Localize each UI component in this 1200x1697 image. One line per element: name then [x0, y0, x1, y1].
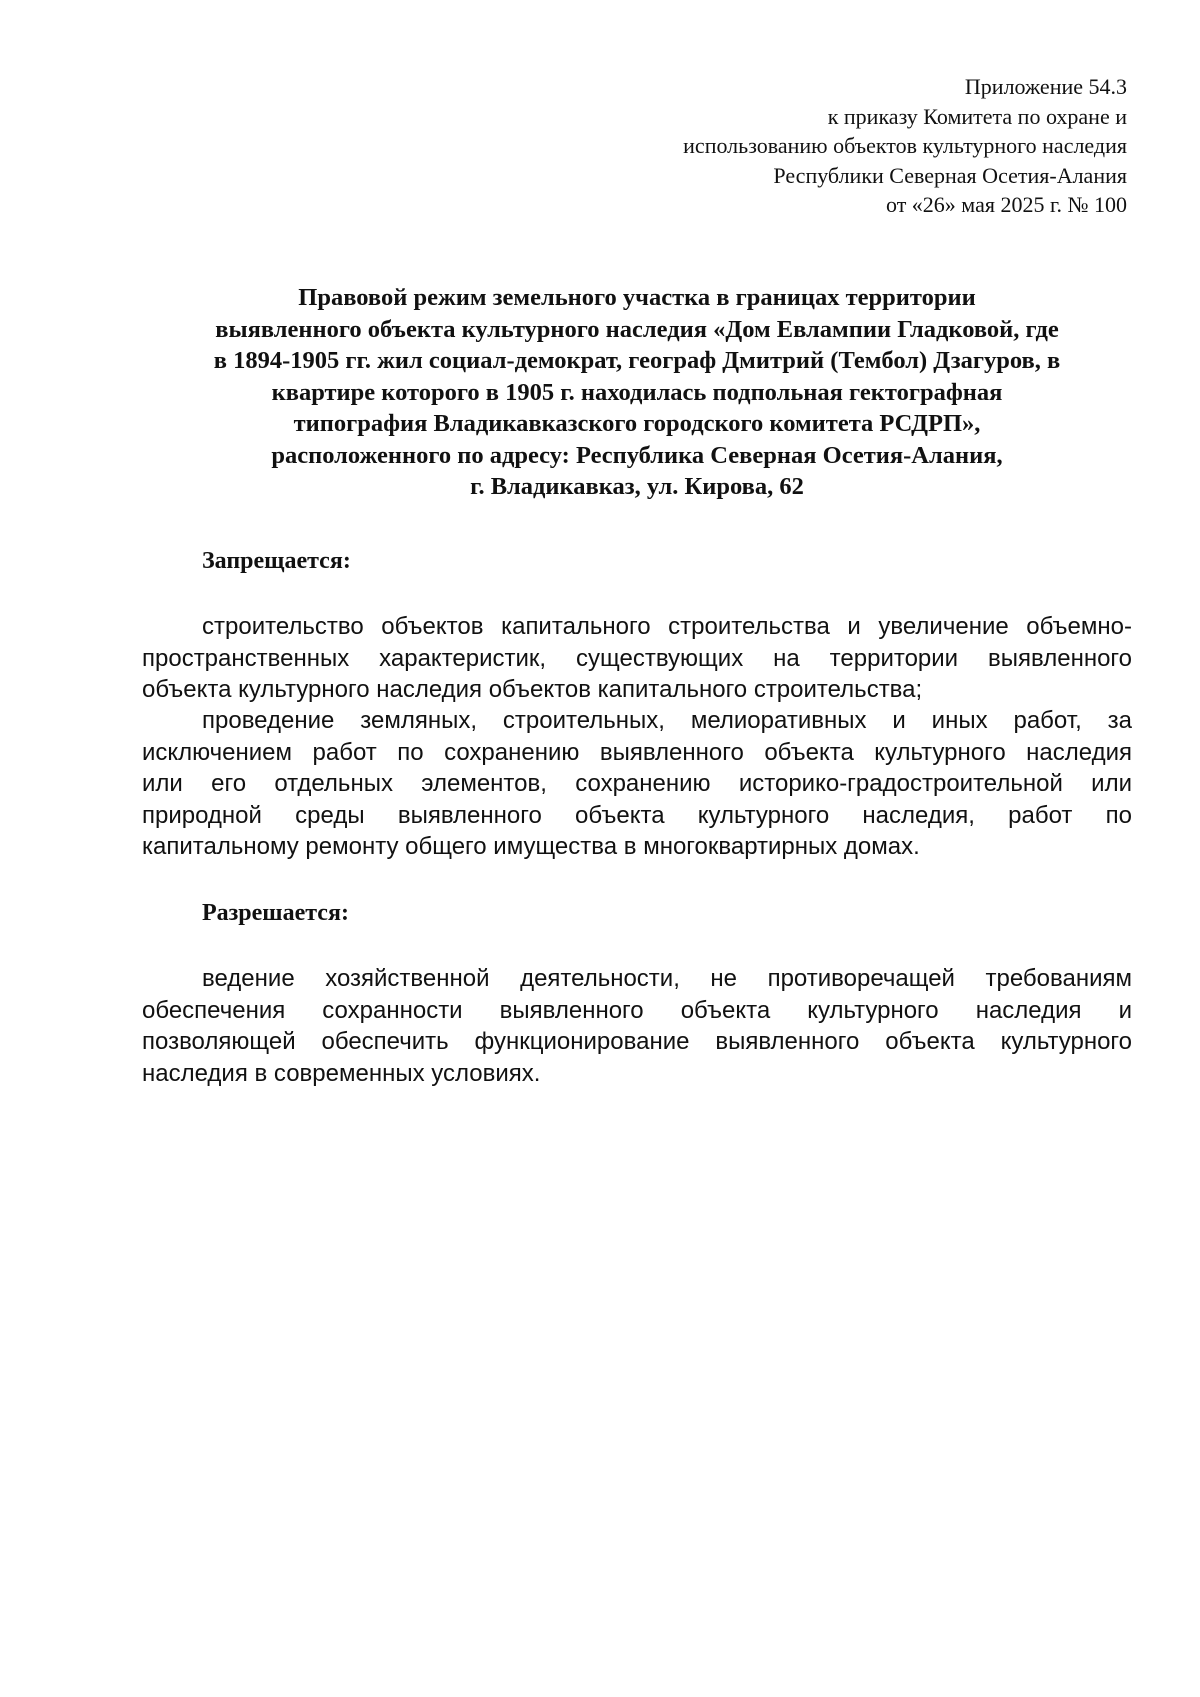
- title-line: Правовой режим земельного участка в границах территории: [298, 284, 976, 311]
- document-title: [142, 282, 1132, 503]
- prohibited-paragraph-1: [142, 611, 1132, 706]
- allowed-paragraph-1: [142, 963, 1132, 1089]
- paragraph-line: обеспечения сохранности выявленного объекта культурного наследия и: [142, 996, 1132, 1024]
- paragraph-line: исключением работ по сохранению выявленного объекта культурного наследия: [142, 738, 1132, 766]
- paragraph-line: или его отдельных элементов, сохранению историко-градостроительной или: [142, 770, 1132, 797]
- paragraph-line: объекта культурного наследия объектов капитального строительства;: [142, 676, 923, 703]
- paragraph-line: пространственных характеристик, существующих на территории выявленного: [142, 644, 1132, 672]
- title-line: г. Владикавказ, ул. Кирова, 62: [470, 473, 804, 500]
- appendix-number: Приложение 54.3: [964, 74, 1127, 99]
- paragraph-line: строительство объектов капитального строительства и увеличение объемно-: [202, 613, 1132, 640]
- title-line: выявленного объекта культурного наследия «Дом Евлампии Гладковой, где: [215, 315, 1059, 343]
- paragraph-line: проведение земляных, строительных, мелиоративных и иных работ, за: [202, 707, 1132, 734]
- paragraph-line: наследия в современных условиях.: [142, 1059, 541, 1087]
- title-line: типография Владикавказского городского комитета РСДРП»,: [293, 410, 981, 437]
- title-line: расположенного по адресу: Республика Северная Осетия-Алания,: [271, 441, 1003, 469]
- prohibited-paragraph-2: [142, 705, 1132, 863]
- prohibited-heading: Запрещается:: [202, 548, 351, 574]
- paragraph-line: природной среды выявленного объекта культурного наследия, работ по: [142, 801, 1132, 829]
- title-line: в 1894-1905 гг. жил социал-демократ, географ Дмитрий (Тембол) Дзагуров, в: [213, 347, 1061, 374]
- title-line: квартире которого в 1905 г. находилась подпольная гектографная: [271, 378, 1003, 406]
- paragraph-line: ведение хозяйственной деятельности, не противоречащей требованиям: [202, 965, 1132, 992]
- paragraph-line: позволяющей обеспечить функционирование выявленного объекта культурного: [142, 1028, 1132, 1055]
- paragraph-line: капитальному ремонту общего имущества в многоквартирных домах.: [142, 833, 920, 860]
- appendix-republic: Республики Северная Осетия-Алания: [773, 162, 1127, 188]
- appendix-order-ref: к приказу Комитета по охране и: [827, 103, 1127, 129]
- appendix-header: [487, 72, 1127, 220]
- appendix-committee: использованию объектов культурного наследия: [683, 133, 1127, 158]
- appendix-date-number: от «26» мая 2025 г. № 100: [885, 192, 1127, 217]
- allowed-heading: Разрешается:: [202, 900, 349, 926]
